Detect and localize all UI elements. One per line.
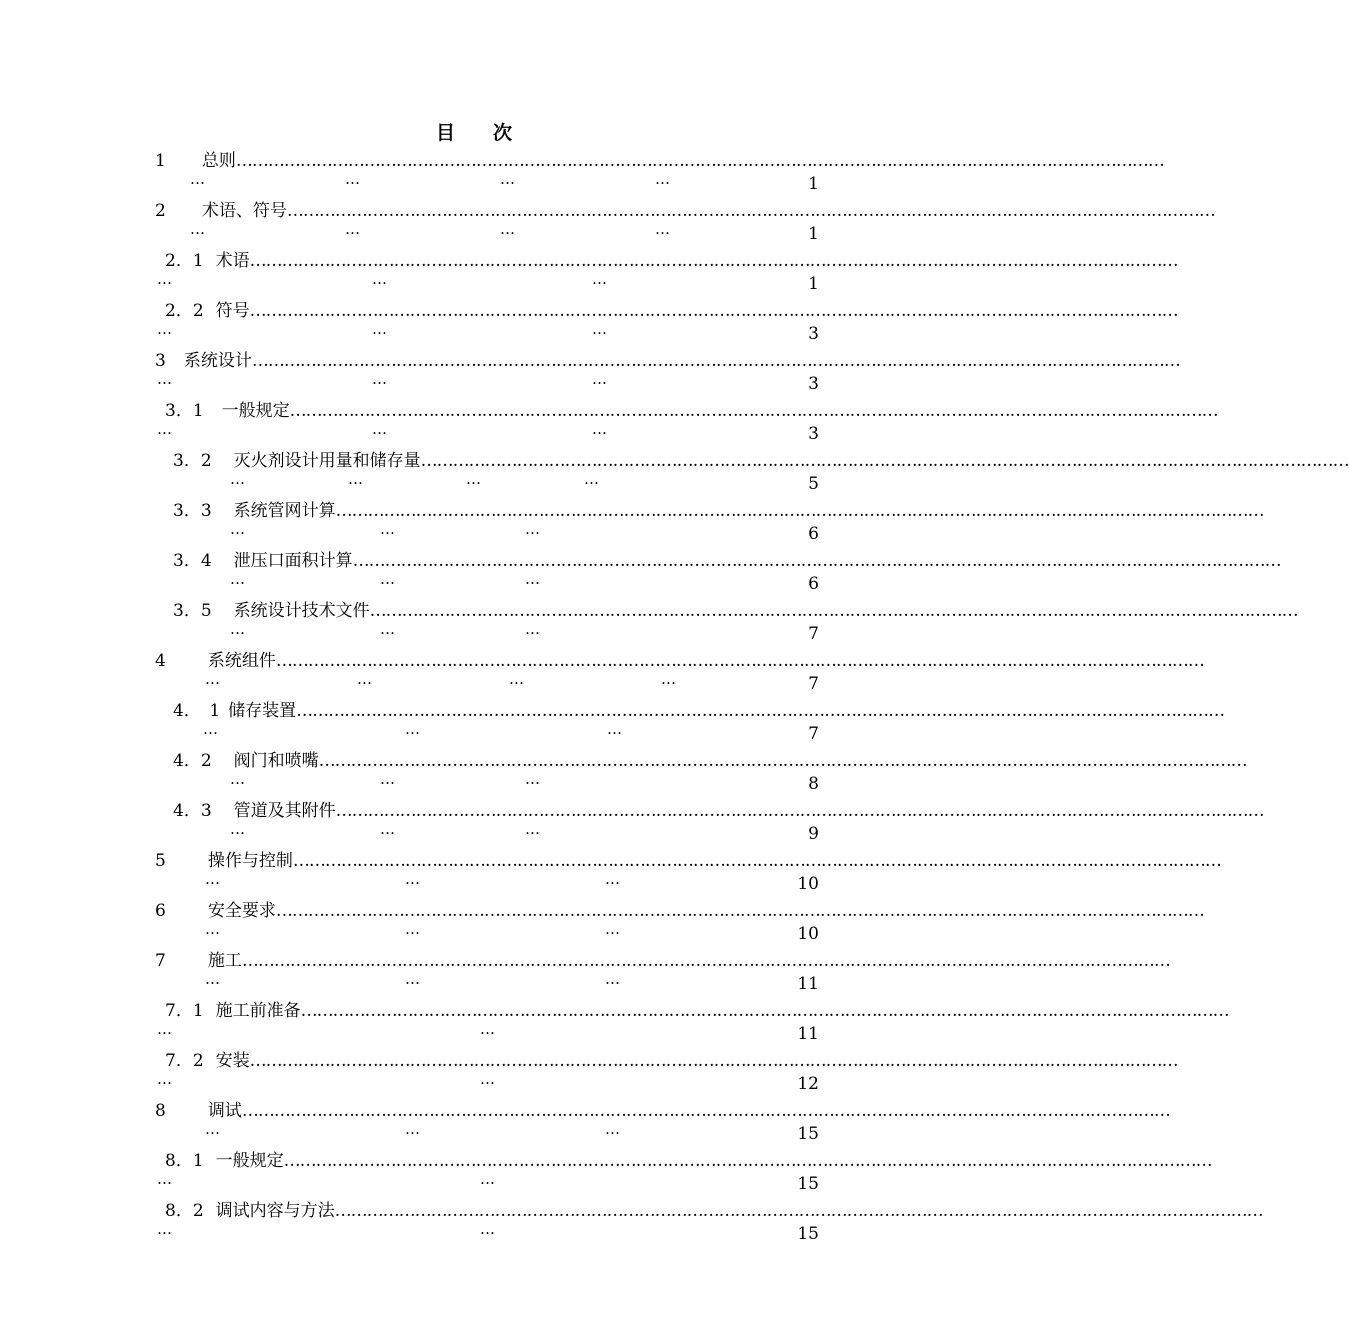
toc-entry-page-number: 3	[808, 324, 819, 344]
toc-entry-number: 3．5	[173, 601, 212, 621]
toc-entry-number: 4．3	[173, 801, 212, 821]
toc-entry-heading-line	[155, 1096, 1170, 1121]
toc-entry-page-number: 11	[797, 974, 819, 994]
toc-entry-continuation-line	[155, 1220, 819, 1244]
toc-entry-number: 2	[155, 201, 166, 221]
toc-entry-continuation-line	[155, 570, 819, 594]
toc-entry-leader-dots: …………………………………………………………………………………………………………………………………………………………	[352, 551, 1281, 571]
toc-entry[interactable]	[155, 746, 1247, 796]
toc-entry-continuation-line	[155, 720, 819, 744]
toc-entry-page-number: 1	[808, 274, 819, 294]
toc-entry-leader-dots: …	[525, 770, 540, 788]
toc-entry-leader-dots: …	[372, 370, 387, 388]
toc-entry-number: 4． 1	[173, 701, 221, 721]
toc-entry-leader-dots: …………………………………………………………………………………………………………………………………………………………	[249, 251, 1178, 271]
toc-entry-page-number: 1	[808, 224, 819, 244]
toc-entry-heading-line	[155, 196, 1215, 221]
toc-entry[interactable]	[155, 1196, 1263, 1246]
toc-entry-leader-dots: …	[525, 570, 540, 588]
toc-entry-leader-dots: …	[525, 520, 540, 538]
toc-entry-leader-dots: …	[405, 920, 420, 938]
toc-entry[interactable]	[155, 846, 1221, 896]
toc-entry-continuation-line	[155, 470, 819, 494]
toc-entry-title: 调试内容与方法	[215, 1201, 335, 1221]
toc-entry[interactable]	[155, 296, 1178, 346]
toc-entry-leader-dots: …	[372, 270, 387, 288]
toc-entry-leader-dots: …	[655, 170, 670, 188]
toc-entry-title: 调试	[207, 1101, 242, 1121]
toc-entry-leader-dots: …	[405, 720, 420, 738]
toc-entry-continuation-line	[155, 520, 819, 544]
toc-entry-leader-dots: …	[203, 720, 218, 738]
toc-entry-title: 安装	[215, 1051, 250, 1071]
toc-entry-page-number: 12	[797, 1074, 819, 1094]
toc-entry-continuation-line	[155, 870, 819, 894]
toc-entry-heading-line	[155, 646, 1204, 671]
toc-entry-title: 一般规定	[221, 401, 290, 421]
toc-title-part2: 次	[493, 122, 515, 144]
toc-entry-number: 6	[155, 901, 166, 921]
toc-entry-leader-dots: …………………………………………………………………………………………………………………………………………………………	[241, 1101, 1170, 1121]
toc-entry-continuation-line	[155, 770, 819, 794]
toc-entry-leader-dots: …	[605, 920, 620, 938]
toc-entry-leader-dots: …	[480, 1170, 495, 1188]
toc-entry-continuation-line	[155, 270, 819, 294]
toc-entry-leader-dots: …	[205, 670, 220, 688]
toc-entry[interactable]	[155, 546, 1281, 596]
toc-entry-title: 泄压口面积计算	[233, 551, 353, 571]
toc-entry-title: 系统管网计算	[233, 501, 336, 521]
toc-entry-title: 阀门和喷嘴	[233, 751, 319, 771]
toc-entry-continuation-line	[155, 170, 819, 194]
toc-entry-leader-dots: …	[509, 670, 524, 688]
toc-entry-page-number: 10	[797, 874, 819, 894]
toc-entry-heading-line	[155, 1146, 1212, 1171]
toc-entry-leader-dots: …………………………………………………………………………………………………………………………………………………………	[289, 401, 1218, 421]
toc-entry-title: 术语、符号	[201, 201, 287, 221]
toc-entry-heading-line	[155, 496, 1264, 521]
toc-entry-leader-dots: …	[405, 1120, 420, 1138]
toc-entry-title: 系统设计技术文件	[233, 601, 370, 621]
toc-entry-number: 8．1	[165, 1151, 204, 1171]
toc-entry[interactable]	[155, 346, 1180, 396]
toc-entry-page-number: 8	[808, 774, 819, 794]
toc-entry-leader-dots: …………………………………………………………………………………………………………………………………………………………	[420, 451, 1349, 471]
toc-entry-leader-dots: …	[157, 1020, 172, 1038]
toc-entry-page-number: 7	[808, 724, 819, 744]
toc-entry-leader-dots: …	[205, 870, 220, 888]
toc-entry-page-number: 9	[808, 824, 819, 844]
toc-entry-leader-dots: …	[480, 1020, 495, 1038]
toc-entry-leader-dots: …	[380, 770, 395, 788]
toc-entry-leader-dots: …	[205, 970, 220, 988]
toc-entry-number: 7．2	[165, 1051, 204, 1071]
toc-entry-page-number: 15	[797, 1224, 819, 1244]
toc-entry-leader-dots: …	[190, 170, 205, 188]
toc-entry[interactable]	[155, 496, 1264, 546]
toc-entry[interactable]	[155, 896, 1204, 946]
toc-list	[155, 146, 1349, 1246]
toc-entry-leader-dots: …	[230, 620, 245, 638]
toc-entry-leader-dots: …	[607, 720, 622, 738]
toc-entry-leader-dots: …	[345, 220, 360, 238]
toc-entry-page-number: 11	[797, 1024, 819, 1044]
toc-entry-page-number: 3	[808, 424, 819, 444]
toc-entry-number: 3	[155, 351, 166, 371]
toc-entry-leader-dots: …	[592, 420, 607, 438]
toc-entry-continuation-line	[155, 420, 819, 444]
toc-entry-title: 施工前准备	[215, 1001, 301, 1021]
toc-entry-page-number: 15	[797, 1124, 819, 1144]
toc-entry-leader-dots: …………………………………………………………………………………………………………………………………………………………	[275, 901, 1204, 921]
toc-entry-continuation-line	[155, 1070, 819, 1094]
toc-entry-leader-dots: …………………………………………………………………………………………………………………………………………………………	[300, 1001, 1229, 1021]
toc-entry-leader-dots: …	[466, 470, 481, 488]
toc-entry-title: 施工	[207, 951, 242, 971]
toc-entry-continuation-line	[155, 1020, 819, 1044]
toc-entry-leader-dots: …………………………………………………………………………………………………………………………………………………………	[335, 501, 1264, 521]
toc-entry-leader-dots: …	[605, 1120, 620, 1138]
toc-entry-number: 8．2	[165, 1201, 204, 1221]
toc-entry-heading-line	[155, 396, 1218, 421]
toc-entry-leader-dots: …	[500, 170, 515, 188]
toc-entry-continuation-line	[155, 970, 819, 994]
toc-entry-leader-dots: …	[157, 270, 172, 288]
toc-entry-heading-line	[155, 896, 1204, 921]
toc-entry-number: 2．1	[165, 251, 204, 271]
toc-entry[interactable]	[155, 246, 1178, 296]
toc-entry-heading-line	[155, 846, 1221, 871]
toc-entry-page-number: 5	[808, 474, 819, 494]
toc-title	[0, 118, 950, 145]
toc-entry[interactable]	[155, 196, 1215, 246]
toc-entry-leader-dots: …………………………………………………………………………………………………………………………………………………………	[235, 151, 1164, 171]
toc-entry-continuation-line	[155, 670, 819, 694]
toc-entry-number: 4	[155, 651, 166, 671]
toc-entry-leader-dots: …	[380, 820, 395, 838]
toc-entry-leader-dots: …	[205, 920, 220, 938]
toc-entry-heading-line	[155, 346, 1180, 371]
toc-entry[interactable]	[155, 1146, 1212, 1196]
toc-entry-page-number: 1	[808, 174, 819, 194]
toc-entry-heading-line	[155, 446, 1349, 471]
toc-entry-heading-line	[155, 146, 1164, 171]
toc-entry-leader-dots: …………………………………………………………………………………………………………………………………………………………	[249, 1051, 1178, 1071]
toc-entry-leader-dots: …………………………………………………………………………………………………………………………………………………………	[334, 1201, 1263, 1221]
toc-entry-leader-dots: …	[592, 370, 607, 388]
toc-entry-leader-dots: …	[157, 1170, 172, 1188]
toc-entry-page-number: 10	[797, 924, 819, 944]
toc-entry-number: 3．1	[165, 401, 204, 421]
toc-entry-heading-line	[155, 1046, 1178, 1071]
toc-entry-leader-dots: …	[157, 1070, 172, 1088]
toc-entry-heading-line	[155, 946, 1170, 971]
toc-entry[interactable]	[155, 946, 1170, 996]
toc-entry-number: 7．1	[165, 1001, 204, 1021]
toc-entry-leader-dots: …	[380, 620, 395, 638]
toc-entry-continuation-line	[155, 820, 819, 844]
toc-entry-leader-dots: …	[480, 1070, 495, 1088]
toc-entry-heading-line	[155, 296, 1178, 321]
toc-entry-leader-dots: …	[592, 320, 607, 338]
toc-title-part1: 目	[435, 122, 457, 144]
toc-entry-title: 安全要求	[207, 901, 276, 921]
toc-entry-title: 灭火剂设计用量和储存量	[233, 451, 421, 471]
toc-entry-leader-dots: …	[525, 820, 540, 838]
toc-entry-leader-dots: …	[480, 1220, 495, 1238]
toc-entry-number: 5	[155, 851, 166, 871]
toc-entry[interactable]	[155, 446, 1349, 496]
toc-entry-leader-dots: …………………………………………………………………………………………………………………………………………………………	[275, 651, 1204, 671]
toc-entry-leader-dots: …	[348, 470, 363, 488]
toc-entry-leader-dots: …………………………………………………………………………………………………………………………………………………………	[369, 601, 1298, 621]
toc-entry-number: 7	[155, 951, 166, 971]
toc-entry-leader-dots: …	[405, 970, 420, 988]
toc-entry-heading-line	[155, 596, 1298, 621]
toc-entry-title: 系统组件	[207, 651, 276, 671]
toc-entry[interactable]	[155, 396, 1218, 446]
toc-entry-leader-dots: …	[592, 270, 607, 288]
toc-entry-leader-dots: …	[372, 420, 387, 438]
toc-entry-leader-dots: …………………………………………………………………………………………………………………………………………………………	[286, 201, 1215, 221]
toc-entry-title: 系统设计	[183, 351, 252, 371]
toc-entry-continuation-line	[155, 920, 819, 944]
toc-entry-number: 1	[155, 151, 166, 171]
toc-entry[interactable]	[155, 146, 1164, 196]
toc-entry-page-number: 6	[808, 574, 819, 594]
toc-entry-continuation-line	[155, 1120, 819, 1144]
toc-entry-leader-dots: …	[157, 370, 172, 388]
toc-entry-leader-dots: …	[655, 220, 670, 238]
toc-entry[interactable]	[155, 1046, 1178, 1096]
toc-entry-leader-dots: …	[345, 170, 360, 188]
toc-entry-leader-dots: …	[500, 220, 515, 238]
toc-entry-continuation-line	[155, 620, 819, 644]
toc-entry[interactable]	[155, 646, 1204, 696]
toc-entry-leader-dots: …………………………………………………………………………………………………………………………………………………………	[241, 951, 1170, 971]
toc-entry-heading-line	[155, 1196, 1263, 1221]
toc-entry[interactable]	[155, 696, 1225, 746]
toc-entry-title: 总则	[201, 151, 236, 171]
toc-entry-leader-dots: …	[605, 870, 620, 888]
toc-entry-page-number: 7	[808, 624, 819, 644]
toc-entry-number: 3．4	[173, 551, 212, 571]
toc-entry-heading-line	[155, 996, 1229, 1021]
toc-entry-number: 2．2	[165, 301, 204, 321]
toc-entry-leader-dots: …	[380, 570, 395, 588]
toc-entry[interactable]	[155, 596, 1298, 646]
toc-entry-leader-dots: …	[205, 1120, 220, 1138]
toc-entry-leader-dots: …………………………………………………………………………………………………………………………………………………………	[283, 1151, 1212, 1171]
toc-entry-title: 符号	[215, 301, 250, 321]
toc-entry-continuation-line	[155, 1170, 819, 1194]
toc-entry-leader-dots: …	[230, 570, 245, 588]
toc-entry[interactable]	[155, 1096, 1170, 1146]
toc-entry-leader-dots: …	[230, 820, 245, 838]
toc-entry-title: 储存装置	[228, 701, 297, 721]
toc-entry-page-number: 15	[797, 1174, 819, 1194]
toc-entry-leader-dots: …………………………………………………………………………………………………………………………………………………………	[318, 751, 1247, 771]
toc-entry-title: 一般规定	[215, 1151, 284, 1171]
toc-entry-leader-dots: …	[230, 770, 245, 788]
toc-entry-number: 3．2	[173, 451, 212, 471]
toc-entry-title: 管道及其附件	[233, 801, 336, 821]
toc-entry-number: 8	[155, 1101, 166, 1121]
toc-entry-number: 3．3	[173, 501, 212, 521]
toc-entry-leader-dots: …	[157, 1220, 172, 1238]
toc-entry-leader-dots: …	[357, 670, 372, 688]
toc-entry-leader-dots: …	[584, 470, 599, 488]
toc-entry[interactable]	[155, 996, 1229, 1046]
toc-entry-leader-dots: …	[661, 670, 676, 688]
toc-entry-leader-dots: …	[605, 970, 620, 988]
toc-entry-heading-line	[155, 246, 1178, 271]
toc-entry-title: 操作与控制	[207, 851, 293, 871]
toc-entry[interactable]	[155, 796, 1264, 846]
toc-entry-continuation-line	[155, 320, 819, 344]
toc-entry-leader-dots: …	[372, 320, 387, 338]
toc-entry-leader-dots: …	[380, 520, 395, 538]
toc-entry-number: 4．2	[173, 751, 212, 771]
toc-entry-leader-dots: …	[405, 870, 420, 888]
toc-entry-leader-dots: …………………………………………………………………………………………………………………………………………………………	[251, 351, 1180, 371]
toc-entry-leader-dots: …	[190, 220, 205, 238]
toc-entry-leader-dots: …	[230, 470, 245, 488]
toc-entry-leader-dots: …	[157, 420, 172, 438]
toc-entry-leader-dots: …	[157, 320, 172, 338]
toc-entry-leader-dots: …	[230, 520, 245, 538]
toc-entry-leader-dots: …………………………………………………………………………………………………………………………………………………………	[296, 701, 1225, 721]
toc-entry-page-number: 6	[808, 524, 819, 544]
toc-entry-heading-line	[155, 796, 1264, 821]
toc-entry-page-number: 7	[808, 674, 819, 694]
toc-entry-heading-line	[155, 746, 1247, 771]
toc-entry-leader-dots: …………………………………………………………………………………………………………………………………………………………	[249, 301, 1178, 321]
toc-entry-page-number: 3	[808, 374, 819, 394]
toc-entry-leader-dots: …………………………………………………………………………………………………………………………………………………………	[335, 801, 1264, 821]
toc-entry-title: 术语	[215, 251, 250, 271]
toc-entry-heading-line	[155, 696, 1225, 721]
toc-entry-continuation-line	[155, 220, 819, 244]
toc-entry-leader-dots: …	[525, 620, 540, 638]
toc-entry-leader-dots: …………………………………………………………………………………………………………………………………………………………	[292, 851, 1221, 871]
toc-entry-continuation-line	[155, 370, 819, 394]
toc-entry-heading-line	[155, 546, 1281, 571]
